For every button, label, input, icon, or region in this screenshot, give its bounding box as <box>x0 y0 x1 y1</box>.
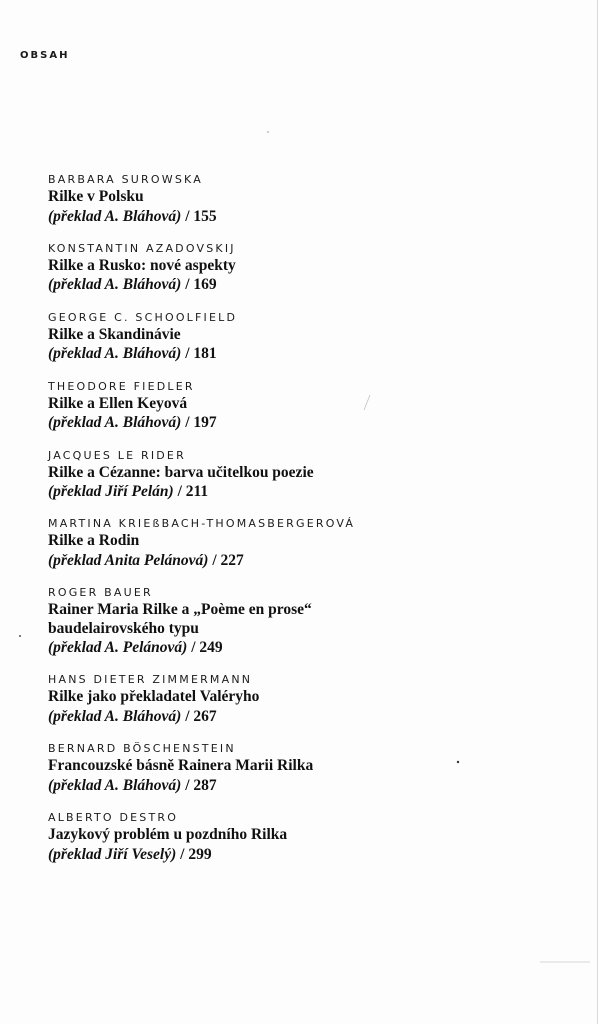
entry-translator: (překlad Jiří Pelán) <box>48 483 174 501</box>
entry-translation <box>48 344 588 363</box>
entry-translation <box>48 845 588 864</box>
entry-title: Rilke a Skandinávie <box>48 325 181 343</box>
entry-title: Rilke a Cézanne: barva učitelkou poezie <box>48 463 314 481</box>
entry-translator: (překlad A. Bláhová) <box>48 414 182 432</box>
entry-translator: (překlad A. Bláhová) <box>48 207 182 225</box>
entry-page-number: / 299 <box>176 845 212 863</box>
entry-translator: (překlad A. Bláhová) <box>48 707 182 725</box>
entry-page-number: / 155 <box>181 207 217 225</box>
entry-page-number: / 169 <box>181 276 217 294</box>
table-of-contents <box>48 172 588 879</box>
entry-author: BARBARA SUROWSKA <box>48 173 203 186</box>
entry-title-continued: baudelairovského typu <box>48 619 199 637</box>
entry-author: THEODORE FIEDLER <box>48 379 195 393</box>
entry-page-number: / 287 <box>181 776 217 794</box>
entry-title: Jazykový problém u pozdního Rilka <box>48 826 288 844</box>
entry-author: BERNARD BÖSCHENSTEIN <box>48 742 236 756</box>
entry-author: JACQUES LE RIDER <box>48 448 186 462</box>
entry-page-number: / 211 <box>173 483 209 501</box>
entry-title: Rilke a Rusko: nové aspekty <box>48 256 236 274</box>
toc-entry <box>48 310 588 379</box>
entry-translation <box>48 482 588 501</box>
entry-page-number: / 249 <box>187 639 223 657</box>
entry-page-number: / 197 <box>181 414 217 432</box>
entry-translator: (překlad Anita Pelánová) <box>48 551 209 569</box>
entry-translation <box>48 413 588 432</box>
entry-translator: (překlad Jiří Veselý) <box>48 845 177 863</box>
page-header: OBSAH <box>20 50 70 61</box>
entry-page-number: / 227 <box>208 551 244 569</box>
entry-author: ROGER BAUER <box>48 586 153 600</box>
toc-entry <box>48 810 588 879</box>
entry-author: HANS DIETER ZIMMERMANN <box>48 673 253 687</box>
toc-entry <box>48 672 588 741</box>
toc-entry <box>48 741 588 810</box>
entry-author: GEORGE C. SCHOOLFIELD <box>48 310 238 324</box>
entry-translation <box>48 776 588 795</box>
entry-translation <box>48 207 588 226</box>
entry-title: Rilke a Rodin <box>48 532 140 550</box>
entry-author: MARTINA KRIEßBACH-THOMASBERGEROVÁ <box>48 517 356 531</box>
entry-title: Rilke a Ellen Keyová <box>48 394 188 412</box>
entry-page-number: / 181 <box>181 345 217 363</box>
entry-translation <box>48 275 588 294</box>
entry-translation <box>48 551 588 570</box>
toc-entry <box>48 516 588 585</box>
entry-translator: (překlad A. Pelánová) <box>48 639 188 657</box>
entry-title: Francouzské básně Rainera Marii Rilka <box>48 757 314 775</box>
toc-entry <box>48 448 588 517</box>
entry-title: Rainer Maria Rilke a „Poème en prose“ <box>48 601 312 619</box>
entry-page-number: / 267 <box>181 707 217 725</box>
entry-title: Rilke v Polsku <box>48 188 144 205</box>
toc-entry <box>48 585 588 672</box>
entry-translation <box>48 638 588 657</box>
toc-entry <box>48 172 588 241</box>
entry-translator: (překlad A. Bláhová) <box>48 276 182 294</box>
entry-author: KONSTANTIN AZADOVSKIJ <box>48 241 236 255</box>
entry-author: ALBERTO DESTRO <box>48 811 179 825</box>
entry-translator: (překlad A. Bláhová) <box>48 776 182 794</box>
entry-translation <box>48 707 588 726</box>
entry-title: Rilke jako překladatel Valéryho <box>48 688 260 706</box>
toc-entry <box>48 241 588 310</box>
entry-translator: (překlad A. Bláhová) <box>48 345 182 363</box>
toc-entry <box>48 379 588 448</box>
